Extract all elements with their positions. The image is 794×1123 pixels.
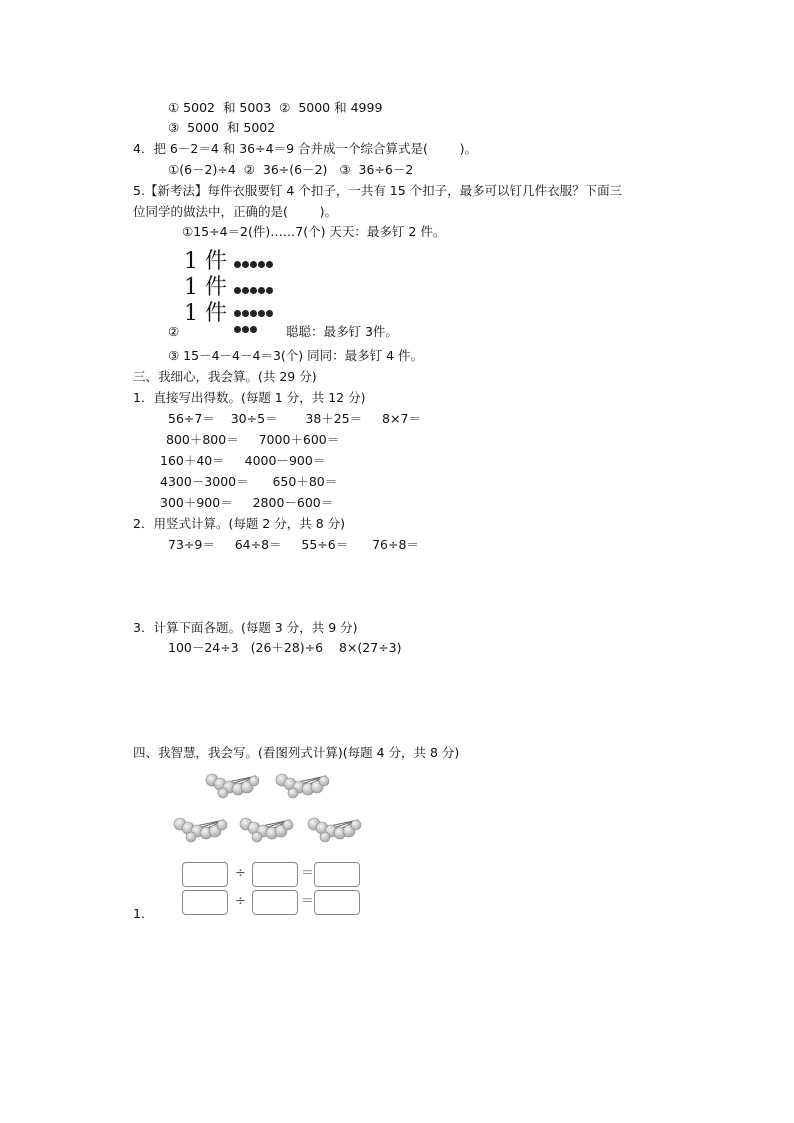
q5-stem-line1: 5.【新考法】每件衣服要钉 4 个扣子，一共有 15 个扣子，最多可以钉几件衣服？下面三 [133,183,623,198]
section3-title: 三、我细心，我会算。(共 29 分) [133,369,317,384]
answer-box-dividend-2[interactable] [182,890,228,915]
q4-stem: 4．把 6－2＝4 和 36÷4＝9 合并成一个综合算式是( )。 [133,141,478,156]
section3-p1-title: 1．直接写出得数。(每题 1 分，共 12 分) [133,390,366,405]
calc-row: 800＋800＝ 7000＋600＝ [166,432,340,447]
answer-box-divisor-2[interactable] [252,890,298,915]
calc-row: 4300－3000＝ 650＋80＝ [160,474,338,489]
equals-sign: ＝ [301,894,315,909]
button-dots-row1 [234,261,273,268]
button-dots-row4 [234,326,257,333]
calc-row: 56÷7＝ 30÷5＝ 38＋25＝ 8×7＝ [168,411,421,426]
q3-options-line1: ① 5002 和 5003 ② 5000 和 4999 [168,100,383,115]
divide-sign: ÷ [235,866,246,881]
q5-option2-row1: 1 件 [184,249,227,274]
q5-option2-row3: 1 件 [184,301,227,326]
vertical-calc-row: 73÷9＝ 64÷8＝ 55÷6＝ 76÷8＝ [168,537,419,552]
calc-row: 160＋40＝ 4000－900＝ [160,453,326,468]
q5-option3: ③ 15－4－4－4＝3(个) 同同：最多钉 4 件。 [168,348,424,363]
section4-q1-label: 1． [133,906,154,921]
q5-option2-row2: 1 件 [184,275,227,300]
equals-sign: ＝ [301,866,315,881]
answer-box-divisor[interactable] [252,862,298,887]
mixed-calc-row: 100－24÷3 (26＋28)÷6 8×(27÷3) [168,640,402,655]
button-dots-row3 [234,310,273,317]
divide-sign: ÷ [235,894,246,909]
calc-row: 300＋900＝ 2800－600＝ [160,495,334,510]
answer-box-dividend[interactable] [182,862,228,887]
q3-options-line2: ③ 5000 和 5002 [168,120,276,135]
section4-title: 四、我智慧，我会写。(看图列式计算)(每题 4 分，共 8 分) [133,745,460,760]
section3-p2-title: 2．用竖式计算。(每题 2 分，共 8 分) [133,516,346,531]
button-dots-row2 [234,287,273,294]
q5-option1: ①15÷4＝2(件)……7(个) 天天：最多钉 2 件。 [182,224,446,239]
q5-option2-label: ② [168,324,180,339]
answer-box-result-2[interactable] [314,890,360,915]
answer-box-result[interactable] [314,862,360,887]
fruit-bunches-illustration-row2 [172,810,372,850]
q4-options: ①(6－2)÷4 ② 36÷(6－2) ③ 36÷6－2 [168,162,414,177]
section3-p3-title: 3．计算下面各题。(每题 3 分，共 9 分) [133,620,358,635]
q5-option2-answer: 聪聪：最多钉 3件。 [286,324,398,339]
q5-stem-line2: 位同学的做法中，正确的是( )。 [133,204,338,219]
